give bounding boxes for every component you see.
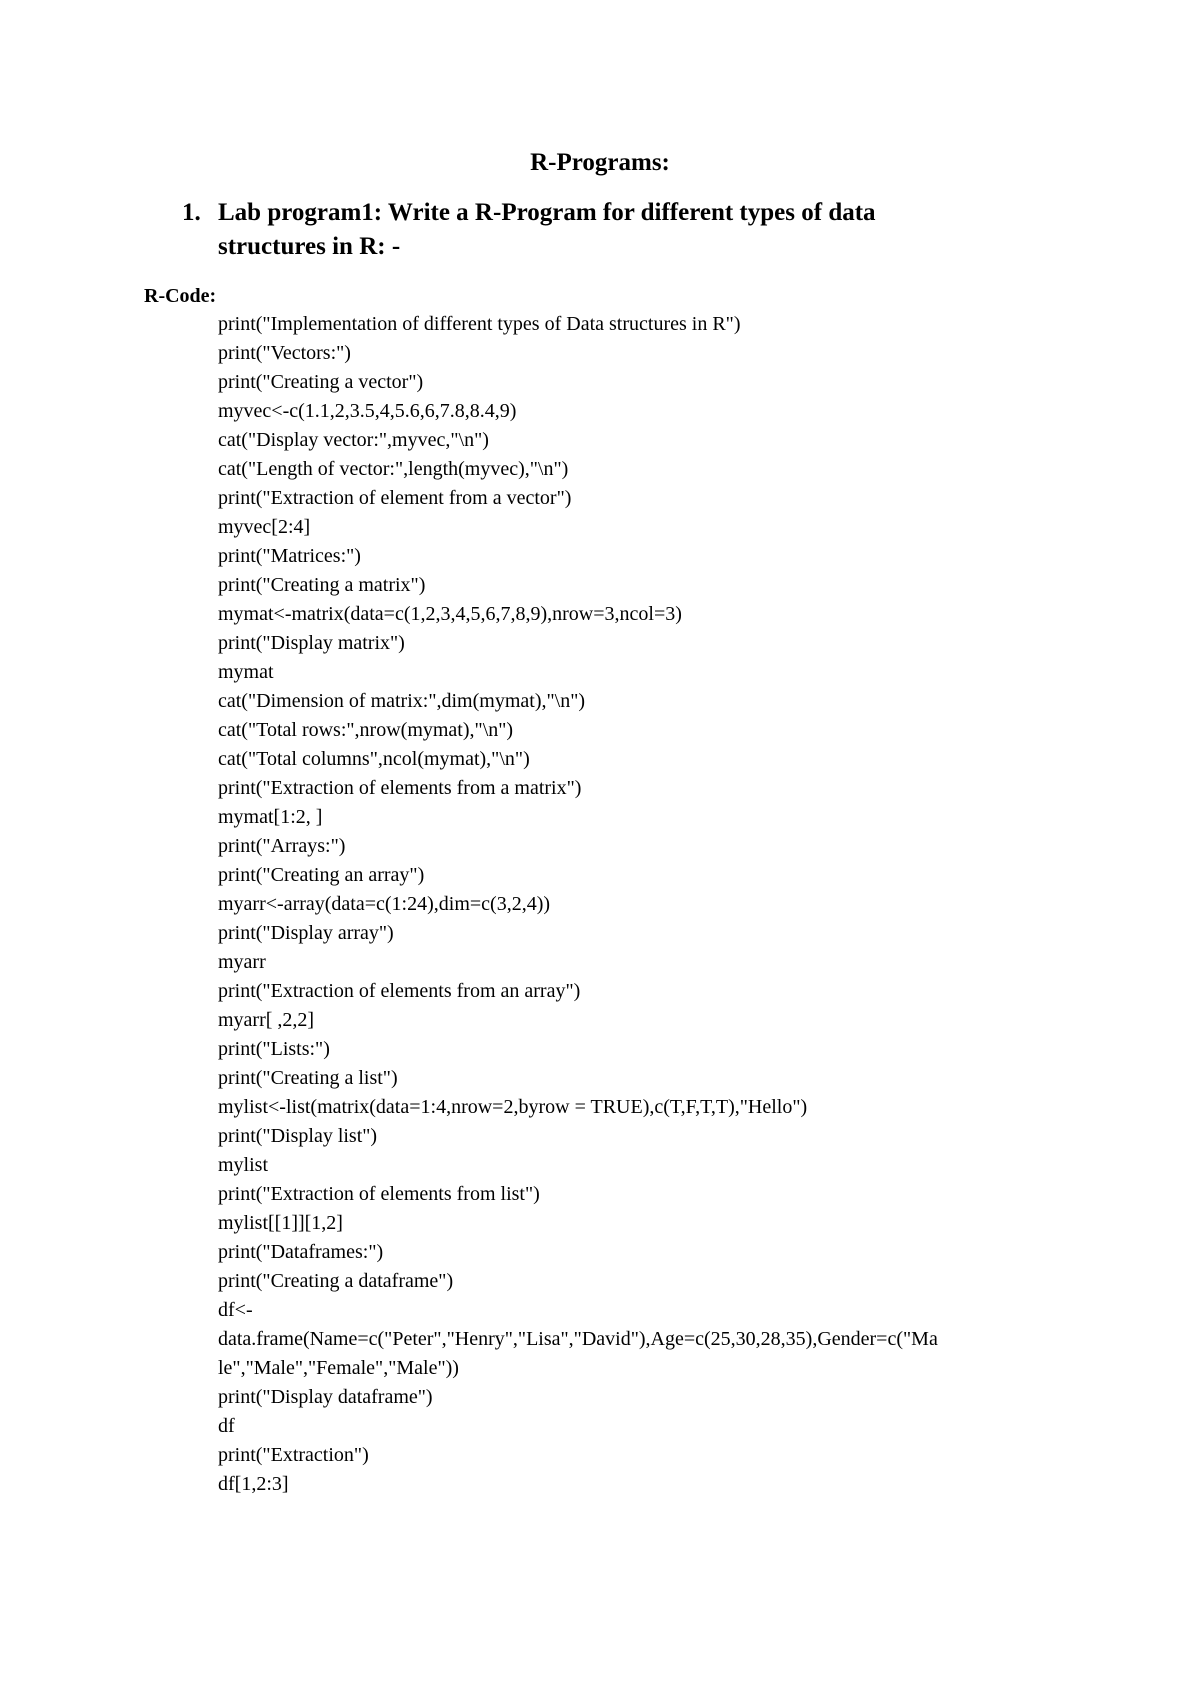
code-line: print("Display dataframe") — [218, 1386, 433, 1408]
code-line: print("Creating a vector") — [218, 371, 424, 393]
code-line: data.frame(Name=c("Peter","Henry","Lisa","David"),Age=c(25,30,28,35),Gender=c("Ma — [218, 1328, 938, 1350]
code-line: myarr<-array(data=c(1:24),dim=c(3,2,4)) — [218, 893, 551, 915]
code-line: print("Display matrix") — [218, 632, 405, 654]
code-line: print("Creating an array") — [218, 864, 425, 886]
code-line: print("Matrices:") — [218, 545, 361, 567]
section-label: R-Code: — [144, 285, 217, 307]
code-line: le","Male","Female","Male")) — [218, 1357, 459, 1379]
code-line: mylist<-list(matrix(data=1:4,nrow=2,byrow = TRUE),c(T,F,T,T),"Hello") — [218, 1096, 808, 1118]
heading-number: 1. — [182, 199, 201, 226]
code-line: myarr[ ,2,2] — [218, 1009, 315, 1031]
code-line: print("Creating a list") — [218, 1067, 398, 1089]
code-line: print("Display list") — [218, 1125, 378, 1147]
code-line: mymat[1:2, ] — [218, 806, 323, 828]
code-line: print("Vectors:") — [218, 342, 351, 364]
code-block — [218, 310, 1088, 1499]
code-line: print("Display array") — [218, 922, 394, 944]
code-line: df<- — [218, 1299, 253, 1321]
code-line: print("Dataframes:") — [218, 1241, 384, 1263]
code-line: print("Arrays:") — [218, 835, 346, 857]
code-line: print("Extraction of elements from a matrix") — [218, 777, 582, 799]
code-line: print("Extraction") — [218, 1444, 369, 1466]
code-line: print("Creating a matrix") — [218, 574, 426, 596]
code-line: cat("Display vector:",myvec,"\n") — [218, 429, 489, 451]
code-line: cat("Length of vector:",length(myvec),"\n") — [218, 458, 569, 480]
code-line: mymat — [218, 661, 274, 683]
code-line: myarr — [218, 951, 266, 973]
code-line: cat("Dimension of matrix:",dim(mymat),"\n") — [218, 690, 586, 712]
code-line: mymat<-matrix(data=c(1,2,3,4,5,6,7,8,9),nrow=3,ncol=3) — [218, 603, 682, 625]
code-line: print("Lists:") — [218, 1038, 330, 1060]
code-line: print("Creating a dataframe") — [218, 1270, 454, 1292]
heading-text: Lab program1: Write a R-Program for different types of data structures in R: - — [218, 199, 876, 260]
code-line: print("Implementation of different types of Data structures in R") — [218, 313, 741, 335]
code-line: df — [218, 1415, 235, 1437]
code-line: myvec<-c(1.1,2,3.5,4,5.6,6,7.8,8.4,9) — [218, 400, 517, 422]
code-line: print("Extraction of element from a vector") — [218, 487, 572, 509]
code-line: myvec[2:4] — [218, 516, 311, 538]
page-title: R-Programs: — [530, 149, 670, 176]
code-line: print("Extraction of elements from an array") — [218, 980, 581, 1002]
code-line: df[1,2:3] — [218, 1473, 289, 1495]
code-line: mylist — [218, 1154, 269, 1176]
code-line: mylist[[1]][1,2] — [218, 1212, 343, 1234]
code-line: cat("Total rows:",nrow(mymat),"\n") — [218, 719, 514, 741]
code-line: print("Extraction of elements from list") — [218, 1183, 540, 1205]
code-line: cat("Total columns",ncol(mymat),"\n") — [218, 748, 530, 770]
